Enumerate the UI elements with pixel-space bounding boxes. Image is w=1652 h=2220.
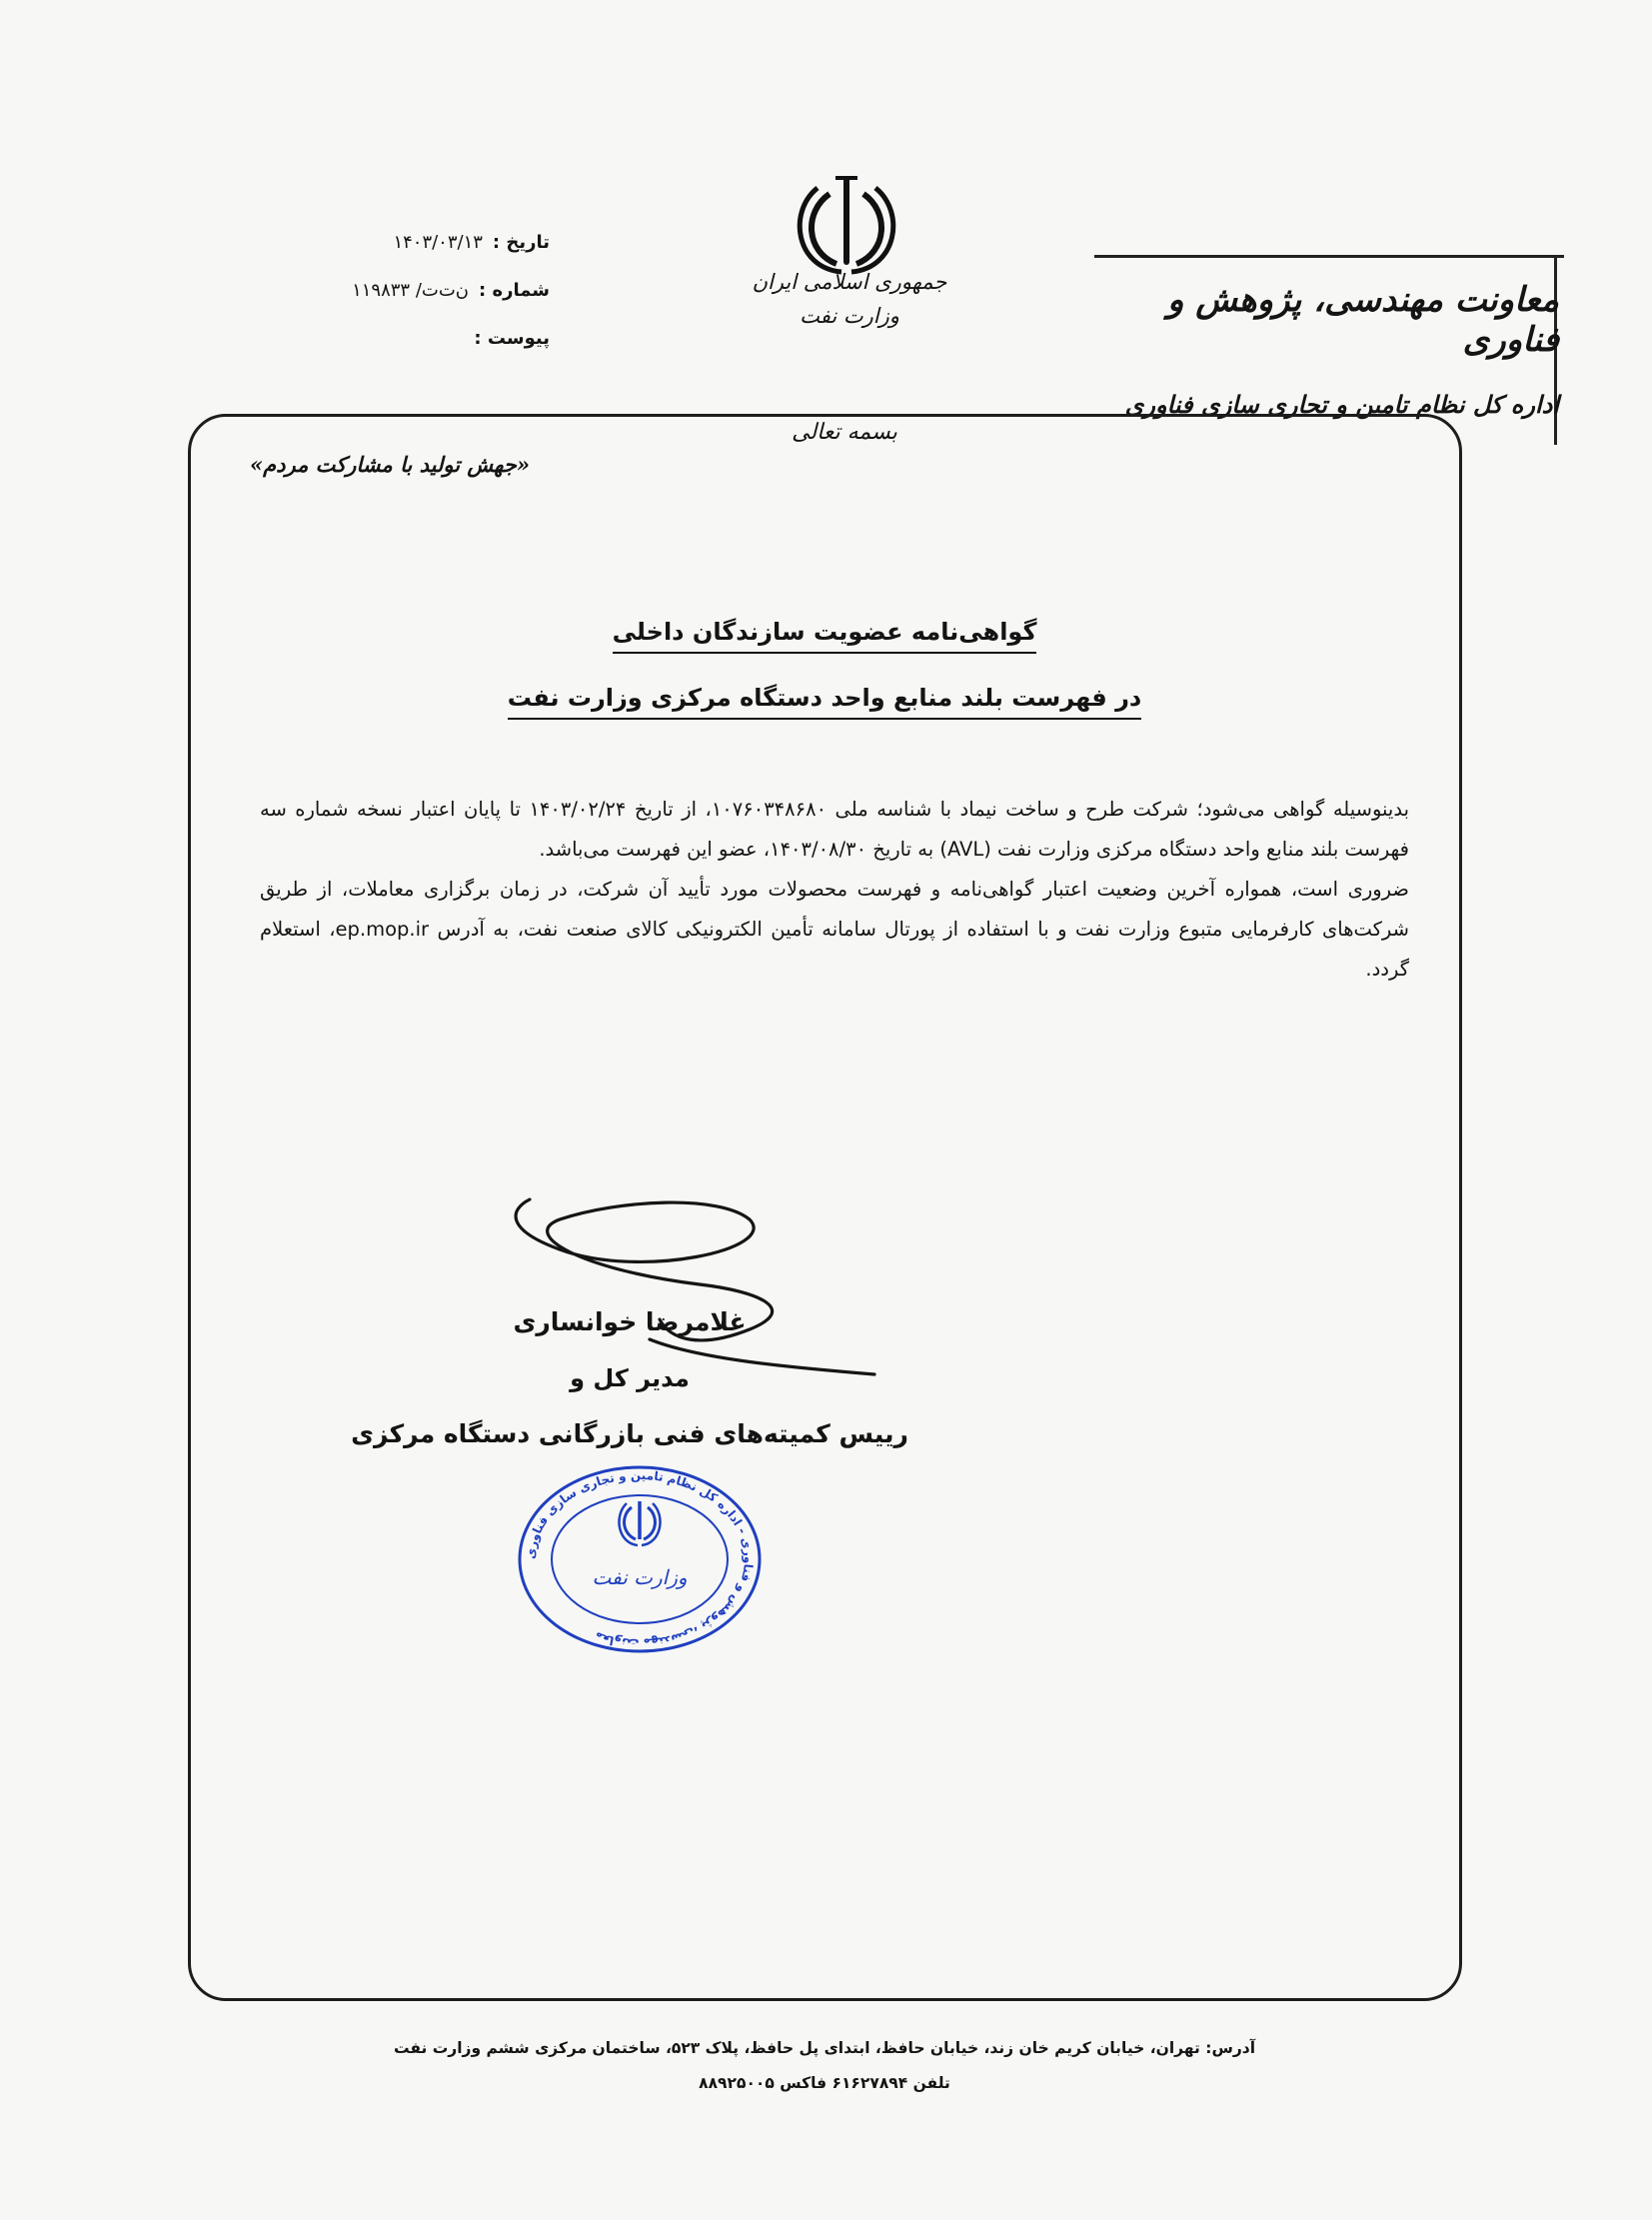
org-deputy-title: معاونت مهندسی، پژوهش و فناوری xyxy=(1167,280,1559,360)
date-row xyxy=(300,218,550,266)
stamp-ring-text: معاونت مهندسی، پژوهش و فناوری - اداره کل نظام تامین و تجاری سازی فناوری xyxy=(523,1467,757,1651)
certificate-title xyxy=(415,618,1234,646)
signatory-title-1: مدیر کل و xyxy=(570,1364,690,1392)
letter-meta xyxy=(300,218,550,362)
org-department-title: اداره کل نظام تامین و تجاری سازی فناوری xyxy=(1124,390,1559,419)
footer-address: آدرس: تهران، خیابان کریم خان زند، خیابان حافظ، ابتدای پل حافظ، پلاک ۵۲۳، ساختمان مرکزی ششم وزارت نفت xyxy=(393,2039,1256,2057)
date-value: ۱۴۰۳/۰۳/۱۳ xyxy=(393,231,483,253)
number-value: ن‌ت‌ت/ ۱۱۹۸۳۳ xyxy=(352,279,470,301)
date-label: تاریخ : xyxy=(492,231,550,253)
certificate-title-text: گواهی‌نامه عضویت سازندگان داخلی xyxy=(613,618,1037,654)
emblem-caption-line2: وزارت نفت xyxy=(800,304,899,328)
body-paragraph-1: بدینوسیله گواهی می‌شود؛ شرکت طرح و ساخت نیماد با شناسه ملی ۱۰۷۶۰۳۴۸۶۸۰، از تاریخ ۱۴۰۳/۰۲/۲۴ تا پایان اعتبار نسخه شماره سه فهرست بلند منابع واحد دستگاه مرکزی وزارت نفت (AVL) به تاریخ ۱۴۰۳/۰۸/۳۰، عضو این فهرست می‌باشد. xyxy=(260,798,1410,861)
attachment-row xyxy=(300,314,550,362)
certificate-subtitle-text: در فهرست بلند منابع واحد دستگاه مرکزی وزارت نفت xyxy=(508,684,1141,720)
emblem-caption-line1: جمهوری اسلامی ایران xyxy=(752,270,947,294)
attachment-label: پیوست : xyxy=(474,327,550,349)
bismillah: بسمه تعالی xyxy=(792,420,897,445)
handwritten-signature xyxy=(500,1189,879,1379)
certificate-body xyxy=(260,790,1409,990)
slogan: «جهش تولید با مشارکت مردم» xyxy=(250,452,530,477)
footer-contact: تلفن ۶۱۶۲۷۸۹۴ فاکس ۸۸۹۲۵۰۰۵ xyxy=(699,2074,950,2092)
stamp-center-text: وزارت نفت xyxy=(592,1565,688,1589)
number-label: شماره : xyxy=(479,279,550,301)
header-rule xyxy=(1094,255,1564,258)
signatory-title-2: رییس کمیته‌های فنی بازرگانی دستگاه مرکزی xyxy=(351,1419,908,1448)
number-row xyxy=(300,266,550,314)
certificate-subtitle xyxy=(415,684,1234,712)
body-paragraph-2: ضروری است، همواره آخرین وضعیت اعتبار گواهی‌نامه و فهرست محصولات مورد تأیید آن شرکت، در زمان برگزاری معاملات، از طریق شرکت‌های کارفرمایی متبوع وزارت نفت و با استفاده از پورتال سامانه تأمین الکترونیکی کالای صنعت نفت، به آدرس ep.mop.ir، استعلام گردد. xyxy=(260,878,1410,981)
stamp-emblem-icon xyxy=(619,1501,660,1545)
official-stamp xyxy=(505,1459,775,1659)
signatory-name: غلامرضا خوانساری xyxy=(513,1307,747,1336)
emblem-caption xyxy=(740,265,959,333)
